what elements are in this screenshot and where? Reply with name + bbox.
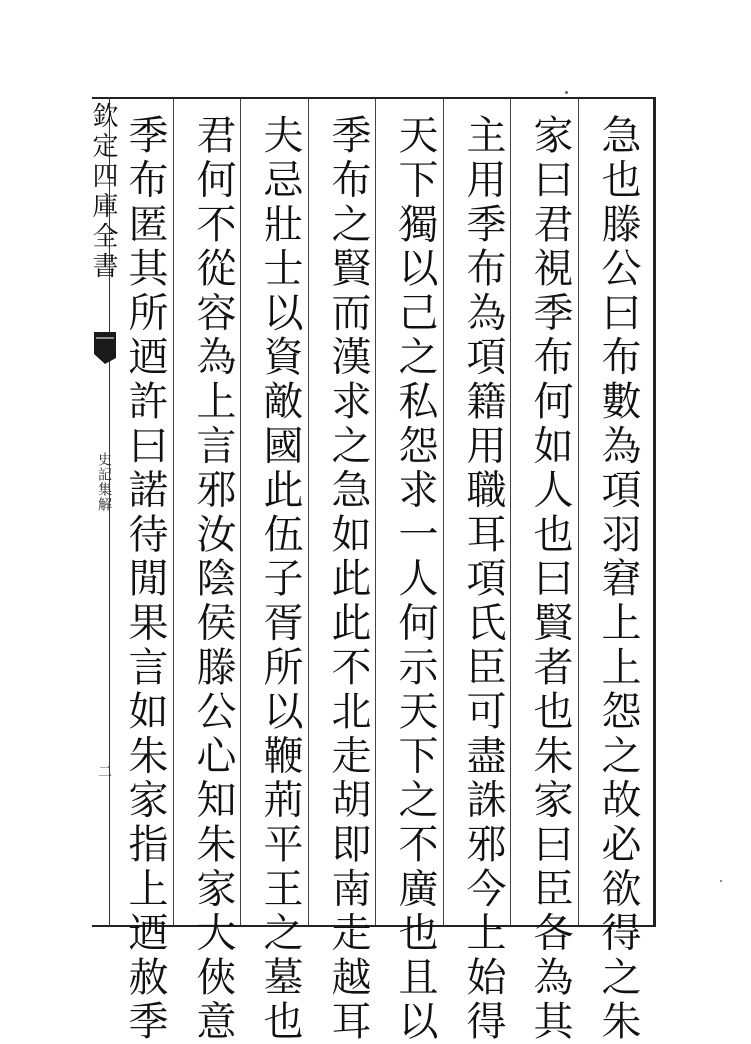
text-column-3: 主用季布為項籍用職耳項氏臣可盡誅邪今上始得: [460, 114, 506, 1044]
paper-speck: [720, 880, 722, 882]
column-rule: [578, 99, 579, 925]
text-column-1: 急也滕公曰布數為項羽窘上上怨之故必欲得之朱: [595, 114, 641, 1044]
text-column-4: 天下獨以己之私怨求一人何示天下之不廣也且以: [392, 114, 438, 1044]
margin-page-number: 二: [96, 764, 112, 778]
paper-speck: [565, 91, 568, 94]
margin-book-title: 史記集解: [96, 452, 112, 512]
text-column-7: 君何不從容為上言邪汝陰侯滕公心知朱家大俠意: [190, 114, 236, 1044]
spine-title: 欽定四庫全書: [88, 102, 118, 282]
fishtail-mark-icon: [94, 332, 116, 364]
text-column-5: 季布之賢而漢求之急如此此不北走胡即南走越耳: [325, 114, 371, 1044]
column-rule: [308, 99, 309, 925]
column-rule: [173, 99, 174, 925]
text-column-6: 夫忌壯士以資敵國此伍子胥所以鞭荊平王之墓也: [257, 114, 303, 1044]
text-column-8: 季布匿其所迺許曰諾待閒果言如朱家指上迺赦季: [122, 114, 168, 1044]
text-column-2: 家曰君視季布何如人也曰賢者也朱家曰臣各為其: [527, 114, 573, 1044]
column-rule: [443, 99, 444, 925]
